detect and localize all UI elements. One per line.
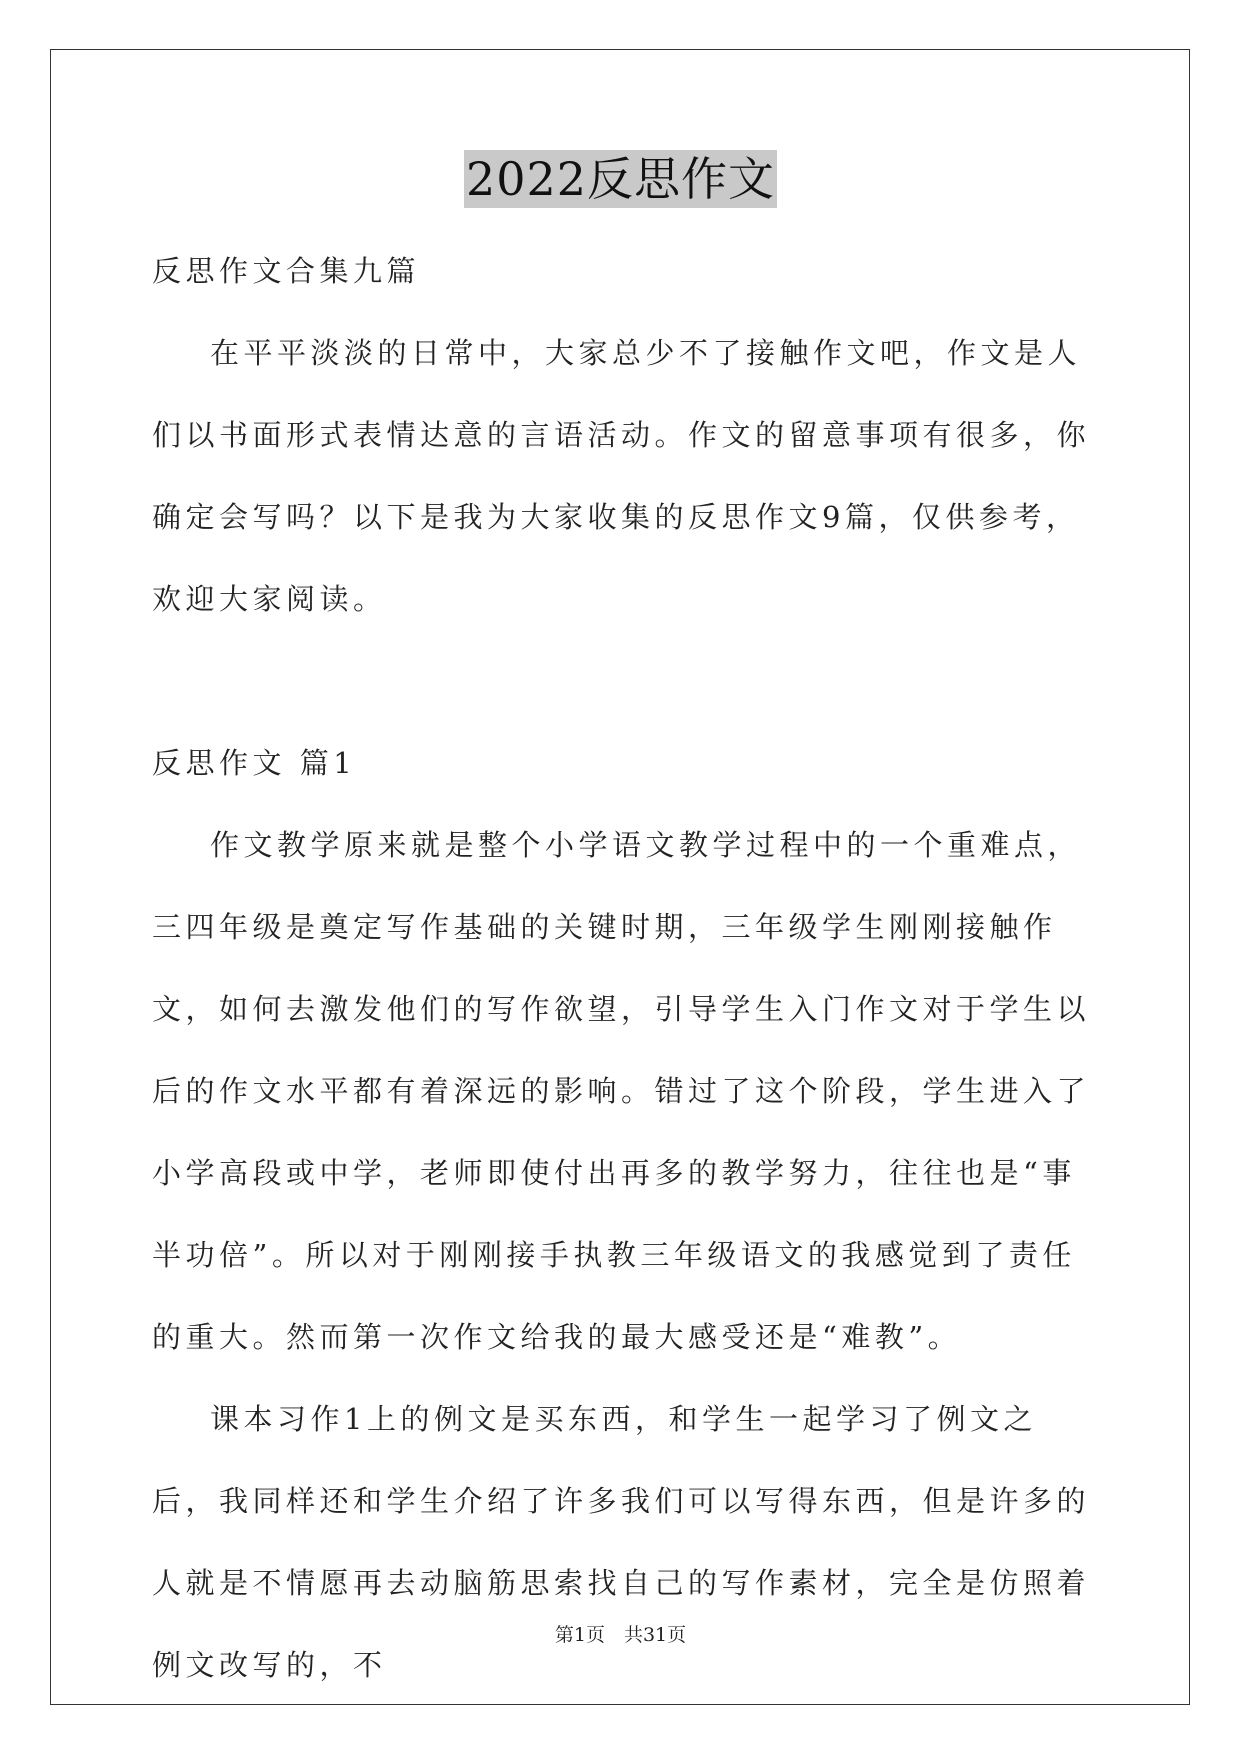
spacer [152, 640, 1092, 722]
page-footer: 第1页 共31页 [554, 1624, 687, 1646]
subtitle: 反思作文合集九篇 [152, 254, 421, 288]
title-wrap [0, 150, 1241, 208]
section-paragraph-2: 课本习作1上的例文是买东西，和学生一起学习了例文之后，我同样还和学生介绍了许多我们可以写得东西，但是许多的人就是不情愿再去动脑筋思索找自己的写作素材，完全是仿照着例文改写的，不 [152, 1402, 1091, 1682]
intro-paragraph: 在平平淡淡的日常中，大家总少不了接触作文吧，作文是人们以书面形式表情达意的言语活动。作文的留意事项有很多，你确定会写吗？以下是我为大家收集的反思作文9篇，仅供参考，欢迎大家阅读。 [152, 336, 1091, 616]
section-heading: 反思作文 篇1 [152, 746, 357, 780]
document-body [152, 230, 1092, 1706]
section-paragraph-1: 作文教学原来就是整个小学语文教学过程中的一个重难点，三四年级是奠定写作基础的关键时期，三年级学生刚刚接触作文，如何去激发他们的写作欲望，引导学生入门作文对于学生以后的作文水平都有着深远的影响。错过了这个阶段，学生进入了小学高段或中学，老师即使付出再多的教学努力，往往也是“事半功倍”。所以对于刚刚接手执教三年级语文的我感觉到了责任的重大。然而第一次作文给我的最大感受还是“难教”。 [152, 828, 1091, 1354]
document-title: 2022反思作文 [465, 152, 776, 206]
